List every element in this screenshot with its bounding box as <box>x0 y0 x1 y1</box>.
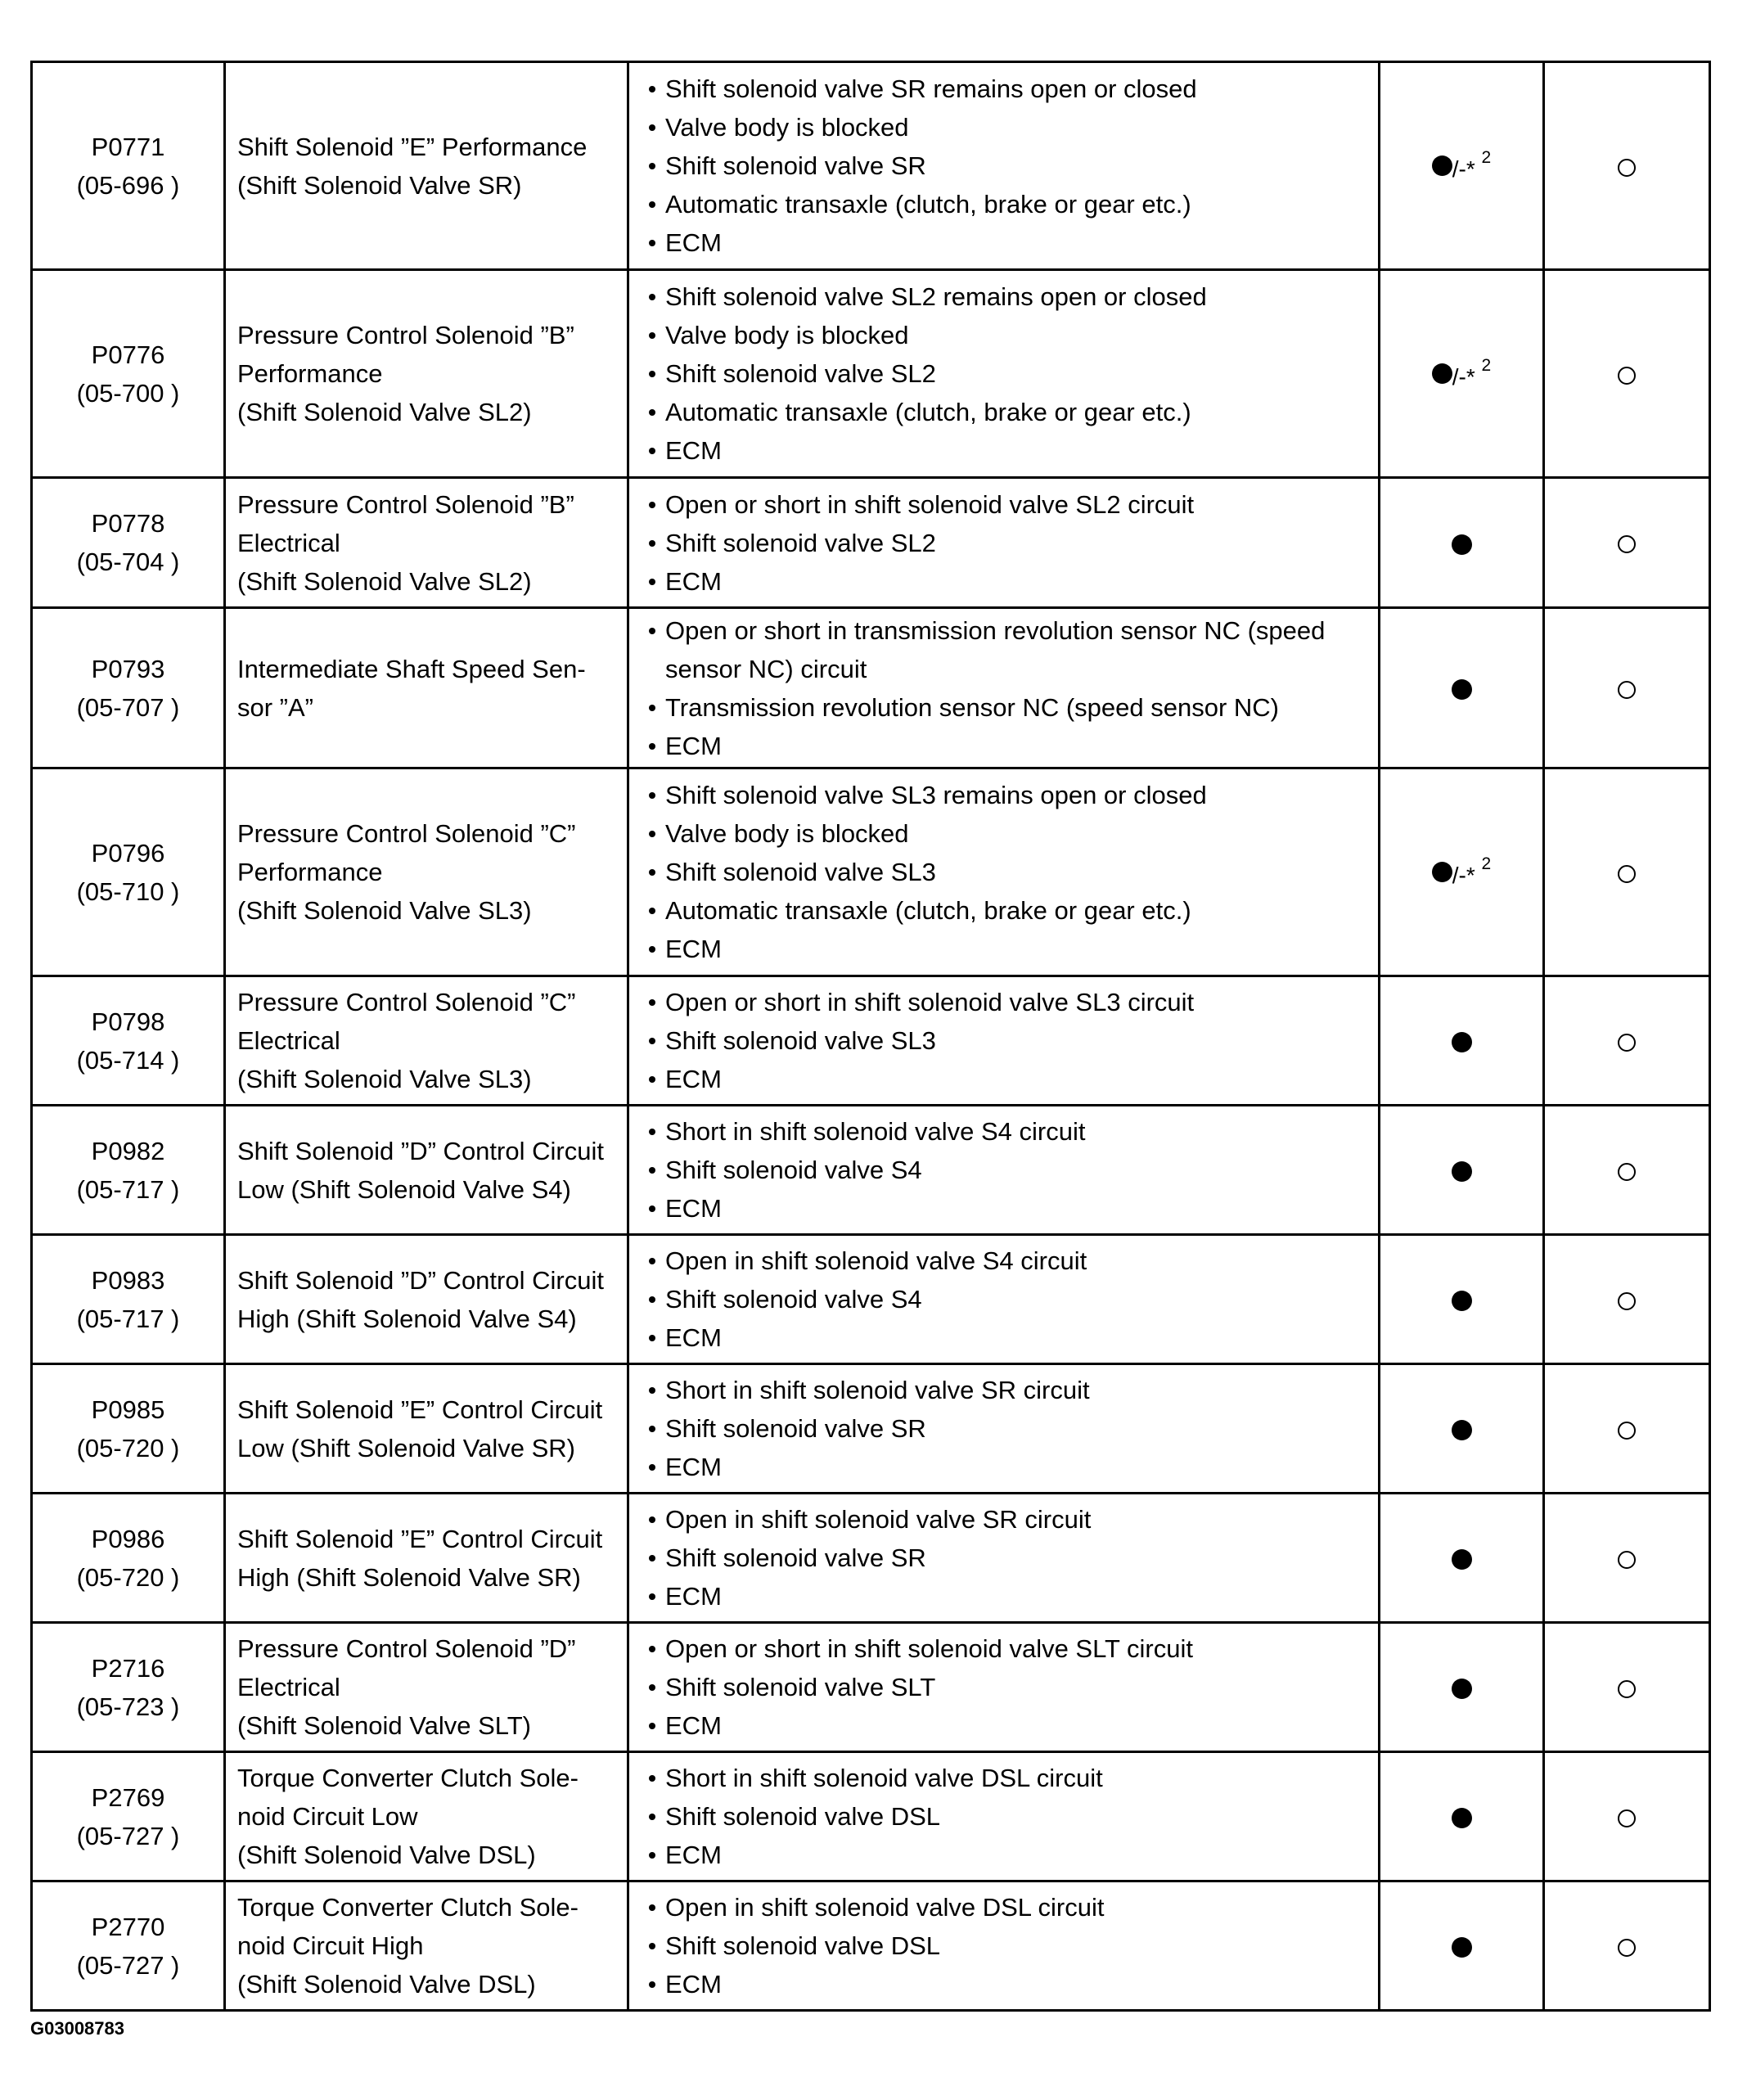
dtc-page-ref: (05-707 ) <box>76 692 180 722</box>
detection-item-cell <box>225 1494 628 1623</box>
detection-item-cell <box>225 1881 628 2011</box>
detection-item-line: (Shift Solenoid Valve SL3) <box>237 896 532 925</box>
mil-suffix-text: /-* <box>1452 155 1475 182</box>
detection-item-line: Pressure Control Solenoid ”D” <box>237 1634 576 1663</box>
trouble-area-item: Open or short in transmission revolution sensor NC (speed sensor NC) circuit <box>649 611 1370 688</box>
dtc-row <box>32 1494 1710 1623</box>
dtc-code: P2769 <box>91 1782 165 1812</box>
mil-on-icon <box>1452 1291 1472 1311</box>
dtc-code-cell <box>32 608 225 768</box>
dtc-row <box>32 1623 1710 1752</box>
trouble-area-item: Short in shift solenoid valve S4 circuit <box>649 1112 1370 1151</box>
trouble-area-item: Shift solenoid valve SL3 <box>649 1021 1370 1060</box>
trouble-area-cell <box>628 1494 1380 1623</box>
trouble-area-item: Shift solenoid valve DSL <box>649 1927 1370 1965</box>
detection-item-line: noid Circuit Low <box>237 1802 418 1831</box>
trouble-area-cell <box>628 608 1380 768</box>
detection-item-line: Torque Converter Clutch Sole- <box>237 1893 579 1922</box>
mil-cell <box>1380 768 1544 976</box>
dtc-page-ref: (05-720 ) <box>76 1433 180 1462</box>
trouble-area-cell <box>628 976 1380 1106</box>
detection-item-line: High (Shift Solenoid Valve S4) <box>237 1304 577 1333</box>
mil-on-icon <box>1452 1808 1472 1828</box>
detection-item-cell <box>225 478 628 608</box>
detection-item-line: Electrical <box>237 1026 340 1055</box>
trouble-area-cell <box>628 270 1380 478</box>
memory-stored-icon <box>1618 1551 1636 1569</box>
detection-item-line: Shift Solenoid ”D” Control Circuit <box>237 1265 604 1295</box>
dtc-row <box>32 608 1710 768</box>
detection-item-line: Shift Solenoid ”E” Performance <box>237 132 588 161</box>
detection-item-cell <box>225 1235 628 1364</box>
memory-stored-icon <box>1618 1034 1636 1052</box>
memory-cell <box>1544 1235 1710 1364</box>
trouble-area-item: Automatic transaxle (clutch, brake or gear etc.) <box>649 891 1370 930</box>
dtc-code: P0771 <box>91 132 165 161</box>
mil-suffix <box>1452 854 1492 888</box>
detection-item-line: (Shift Solenoid Valve SL2) <box>237 398 532 426</box>
mil-on-icon <box>1452 1679 1472 1699</box>
dtc-code-cell <box>32 1235 225 1364</box>
dtc-row <box>32 1106 1710 1235</box>
detection-item-line: High (Shift Solenoid Valve SR) <box>237 1562 581 1592</box>
dtc-row <box>32 1364 1710 1494</box>
trouble-area-item: ECM <box>649 431 1370 470</box>
dtc-row <box>32 1235 1710 1364</box>
detection-item-line: sor ”A” <box>237 692 313 722</box>
mil-footnote: 2 <box>1481 854 1492 874</box>
dtc-code: P0985 <box>91 1395 165 1424</box>
trouble-area-item: ECM <box>649 1577 1370 1616</box>
dtc-page-ref: (05-717 ) <box>76 1304 180 1333</box>
mil-on-icon <box>1452 1161 1472 1182</box>
dtc-code-cell <box>32 1623 225 1752</box>
mil-on-icon <box>1432 155 1452 176</box>
detection-item-cell <box>225 976 628 1106</box>
mil-cell <box>1380 62 1544 270</box>
dtc-row <box>32 768 1710 976</box>
detection-item-cell <box>225 62 628 270</box>
trouble-area-item: Transmission revolution sensor NC (speed sensor NC) <box>649 688 1370 727</box>
detection-item-line: (Shift Solenoid Valve SLT) <box>237 1711 531 1740</box>
memory-stored-icon <box>1618 1163 1636 1181</box>
memory-cell <box>1544 1881 1710 2011</box>
dtc-code: P0776 <box>91 340 165 369</box>
detection-item-line: Electrical <box>237 528 340 557</box>
dtc-page-ref: (05-720 ) <box>76 1562 180 1592</box>
trouble-area-cell <box>628 768 1380 976</box>
mil-suffix <box>1452 356 1492 390</box>
dtc-code: P0798 <box>91 1007 165 1036</box>
detection-item-line: Performance <box>237 858 383 886</box>
mil-cell <box>1380 1881 1544 2011</box>
trouble-area-item: Open or short in shift solenoid valve SL2 circuit <box>649 485 1370 524</box>
dtc-page-ref: (05-723 ) <box>76 1692 180 1721</box>
trouble-area-item: ECM <box>649 727 1370 765</box>
trouble-area-item: ECM <box>649 930 1370 968</box>
dtc-code-cell <box>32 478 225 608</box>
dtc-row <box>32 62 1710 270</box>
mil-footnote: 2 <box>1481 356 1492 376</box>
dtc-row <box>32 1752 1710 1881</box>
mil-on-icon <box>1452 1549 1472 1570</box>
trouble-area-item: Open or short in shift solenoid valve SLT circuit <box>649 1629 1370 1668</box>
detection-item-cell <box>225 1106 628 1235</box>
mil-on-icon <box>1432 862 1452 882</box>
memory-stored-icon <box>1618 535 1636 553</box>
dtc-row <box>32 1881 1710 2011</box>
detection-item-line: (Shift Solenoid Valve DSL) <box>237 1970 536 1999</box>
detection-item-line: Performance <box>237 359 383 388</box>
trouble-area-item: ECM <box>649 562 1370 601</box>
trouble-area-item: ECM <box>649 1836 1370 1874</box>
trouble-area-item: Shift solenoid valve SR <box>649 1539 1370 1577</box>
trouble-area-item: ECM <box>649 1318 1370 1357</box>
dtc-code-cell <box>32 1494 225 1623</box>
trouble-area-item: Shift solenoid valve DSL <box>649 1797 1370 1836</box>
memory-cell <box>1544 270 1710 478</box>
trouble-area-item: Automatic transaxle (clutch, brake or gear etc.) <box>649 393 1370 431</box>
mil-cell <box>1380 608 1544 768</box>
detection-item-cell <box>225 270 628 478</box>
detection-item-line: Pressure Control Solenoid ”B” <box>237 489 574 519</box>
dtc-code: P2770 <box>91 1912 165 1941</box>
trouble-area-cell <box>628 478 1380 608</box>
dtc-page-ref: (05-704 ) <box>76 548 180 576</box>
detection-item-line: Shift Solenoid ”D” Control Circuit <box>237 1136 604 1165</box>
mil-cell <box>1380 270 1544 478</box>
mil-suffix-text: /-* <box>1452 363 1475 390</box>
trouble-area-item: Shift solenoid valve SL3 remains open or closed <box>649 776 1370 814</box>
dtc-code: P0796 <box>91 838 165 867</box>
mil-cell <box>1380 1364 1544 1494</box>
dtc-code: P0793 <box>91 654 165 683</box>
mil-cell <box>1380 1494 1544 1623</box>
dtc-page-ref: (05-696 ) <box>76 170 180 200</box>
trouble-area-item: Shift solenoid valve SL2 <box>649 354 1370 393</box>
mil-on-icon <box>1452 534 1472 555</box>
memory-stored-icon <box>1618 159 1636 177</box>
mil-on-icon <box>1452 1032 1472 1052</box>
dtc-page-ref: (05-700 ) <box>76 378 180 408</box>
memory-cell <box>1544 1106 1710 1235</box>
dtc-row <box>32 478 1710 608</box>
mil-on-icon <box>1452 1420 1472 1440</box>
mil-suffix-text: /-* <box>1452 862 1475 888</box>
dtc-page-ref: (05-727 ) <box>76 1821 180 1850</box>
trouble-area-cell <box>628 1364 1380 1494</box>
dtc-page-ref: (05-710 ) <box>76 877 180 906</box>
detection-item-line: Torque Converter Clutch Sole- <box>237 1764 579 1792</box>
trouble-area-item: ECM <box>649 1965 1370 2003</box>
detection-item-line: Low (Shift Solenoid Valve S4) <box>237 1174 571 1204</box>
memory-stored-icon <box>1618 681 1636 699</box>
trouble-area-item: Shift solenoid valve S4 <box>649 1280 1370 1318</box>
detection-item-cell <box>225 1752 628 1881</box>
dtc-code-cell <box>32 62 225 270</box>
trouble-area-item: Automatic transaxle (clutch, brake or gear etc.) <box>649 185 1370 223</box>
trouble-area-item: Open in shift solenoid valve SR circuit <box>649 1500 1370 1539</box>
detection-item-line: Low (Shift Solenoid Valve SR) <box>237 1433 575 1462</box>
trouble-area-item: Open or short in shift solenoid valve SL3 circuit <box>649 983 1370 1021</box>
detection-item-line: Pressure Control Solenoid ”C” <box>237 819 576 848</box>
mil-suffix <box>1452 148 1492 182</box>
mil-cell <box>1380 1623 1544 1752</box>
dtc-code: P0986 <box>91 1524 165 1553</box>
memory-cell <box>1544 976 1710 1106</box>
trouble-area-item: ECM <box>649 1448 1370 1486</box>
mil-cell <box>1380 1106 1544 1235</box>
memory-cell <box>1544 478 1710 608</box>
trouble-area-item: ECM <box>649 1060 1370 1098</box>
dtc-row <box>32 270 1710 478</box>
memory-cell <box>1544 1623 1710 1752</box>
trouble-area-cell <box>628 1106 1380 1235</box>
trouble-area-item: ECM <box>649 1706 1370 1745</box>
dtc-table-body <box>32 62 1710 2011</box>
trouble-area-item: Open in shift solenoid valve DSL circuit <box>649 1888 1370 1927</box>
memory-cell <box>1544 62 1710 270</box>
dtc-page-ref: (05-714 ) <box>76 1045 180 1075</box>
memory-stored-icon <box>1618 1292 1636 1310</box>
memory-cell <box>1544 1494 1710 1623</box>
mil-cell <box>1380 976 1544 1106</box>
trouble-area-cell <box>628 62 1380 270</box>
detection-item-line: Electrical <box>237 1673 340 1701</box>
memory-cell <box>1544 1752 1710 1881</box>
detection-item-line: noid Circuit High <box>237 1931 424 1960</box>
trouble-area-cell <box>628 1235 1380 1364</box>
mil-cell <box>1380 1752 1544 1881</box>
mil-on-icon <box>1432 363 1452 384</box>
trouble-area-cell <box>628 1881 1380 2011</box>
detection-item-line: Shift Solenoid ”E” Control Circuit <box>237 1524 603 1553</box>
detection-item-line: Pressure Control Solenoid ”B” <box>237 321 574 349</box>
detection-item-cell <box>225 1364 628 1494</box>
dtc-code-cell <box>32 1364 225 1494</box>
dtc-code-cell <box>32 270 225 478</box>
memory-stored-icon <box>1618 367 1636 385</box>
trouble-area-cell <box>628 1752 1380 1881</box>
trouble-area-item: Valve body is blocked <box>649 814 1370 853</box>
trouble-area-item: Shift solenoid valve SL3 <box>649 853 1370 891</box>
trouble-area-item: ECM <box>649 223 1370 262</box>
trouble-area-item: Shift solenoid valve SLT <box>649 1668 1370 1706</box>
trouble-area-item: Valve body is blocked <box>649 316 1370 354</box>
detection-item-line: (Shift Solenoid Valve DSL) <box>237 1841 536 1869</box>
memory-cell <box>1544 768 1710 976</box>
memory-stored-icon <box>1618 1422 1636 1440</box>
trouble-area-item: Shift solenoid valve SR remains open or closed <box>649 70 1370 108</box>
trouble-area-item: Shift solenoid valve SR <box>649 1409 1370 1448</box>
memory-cell <box>1544 1364 1710 1494</box>
mil-footnote: 2 <box>1481 148 1492 168</box>
mil-on-icon <box>1452 679 1472 700</box>
figure-code: G03008783 <box>30 2018 124 2039</box>
detection-item-line: Shift Solenoid ”E” Control Circuit <box>237 1395 603 1424</box>
memory-stored-icon <box>1618 1939 1636 1957</box>
memory-stored-icon <box>1618 1680 1636 1698</box>
memory-stored-icon <box>1618 865 1636 883</box>
dtc-code-cell <box>32 768 225 976</box>
trouble-area-item: Short in shift solenoid valve SR circuit <box>649 1371 1370 1409</box>
dtc-code-cell <box>32 1106 225 1235</box>
mil-on-icon <box>1452 1937 1472 1958</box>
detection-item-cell <box>225 608 628 768</box>
detection-item-line: Intermediate Shaft Speed Sen- <box>237 654 586 683</box>
detection-item-line: (Shift Solenoid Valve SR) <box>237 170 522 200</box>
trouble-area-item: Short in shift solenoid valve DSL circuit <box>649 1759 1370 1797</box>
detection-item-cell <box>225 768 628 976</box>
memory-cell <box>1544 608 1710 768</box>
detection-item-line: Pressure Control Solenoid ”C” <box>237 988 576 1016</box>
trouble-area-item: Shift solenoid valve SR <box>649 146 1370 185</box>
trouble-area-item: Shift solenoid valve SL2 <box>649 524 1370 562</box>
dtc-page-ref: (05-727 ) <box>76 1950 180 1980</box>
dtc-code-cell <box>32 1752 225 1881</box>
dtc-page-ref: (05-717 ) <box>76 1174 180 1204</box>
mil-cell <box>1380 1235 1544 1364</box>
trouble-area-item: Open in shift solenoid valve S4 circuit <box>649 1242 1370 1280</box>
dtc-code: P0983 <box>91 1265 165 1295</box>
dtc-row <box>32 976 1710 1106</box>
detection-item-line: (Shift Solenoid Valve SL2) <box>237 566 532 596</box>
trouble-area-cell <box>628 1623 1380 1752</box>
detection-item-line: (Shift Solenoid Valve SL3) <box>237 1065 532 1093</box>
trouble-area-item: ECM <box>649 1189 1370 1228</box>
dtc-code: P2716 <box>91 1653 165 1683</box>
memory-stored-icon <box>1618 1809 1636 1827</box>
detection-item-cell <box>225 1623 628 1752</box>
trouble-area-item: Shift solenoid valve SL2 remains open or closed <box>649 277 1370 316</box>
dtc-code: P0982 <box>91 1136 165 1165</box>
dtc-code-cell <box>32 1881 225 2011</box>
dtc-table <box>30 61 1711 2012</box>
dtc-code-cell <box>32 976 225 1106</box>
trouble-area-item: Valve body is blocked <box>649 108 1370 146</box>
mil-cell <box>1380 478 1544 608</box>
dtc-code: P0778 <box>91 509 165 538</box>
trouble-area-item: Shift solenoid valve S4 <box>649 1151 1370 1189</box>
